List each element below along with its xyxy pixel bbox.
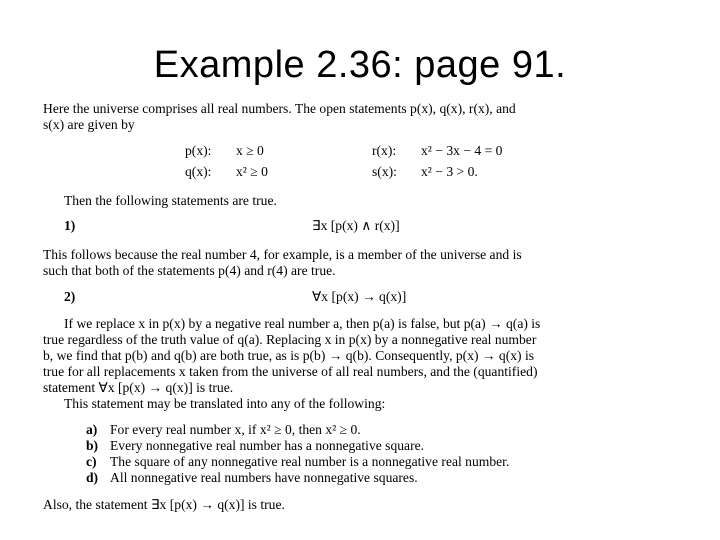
intro-line-2: s(x) are given by (43, 117, 135, 132)
replace-line-4: true for all replacements x taken from the universe of all real numbers, and the (quantified) (43, 364, 538, 379)
translation-label: b) (86, 438, 99, 453)
translation-text: All nonnegative real numbers have nonnegative squares. (110, 470, 418, 485)
translation-label: c) (86, 454, 97, 469)
intro-line-1: Here the universe comprises all real numbers. The open statements p(x), q(x), r(x), and (43, 101, 516, 116)
def-s-label: s(x): (372, 164, 397, 179)
statement-2-number: 2) (64, 289, 76, 304)
follows-line-1: This follows because the real number 4, for example, is a member of the universe and is (43, 247, 522, 262)
statement-2-expr: ∀x [p(x) → q(x)] (312, 289, 407, 304)
replace-line-6: This statement may be translated into any of the following: (64, 396, 386, 411)
statement-1-number: 1) (64, 218, 76, 233)
slide-title: Example 2.36: page 91. (153, 44, 567, 86)
translation-text: The square of any nonnegative real number is a nonnegative real number. (110, 454, 510, 469)
def-q-label: q(x): (185, 164, 212, 179)
translation-label: d) (86, 470, 99, 485)
replace-line-1: If we replace x in p(x) by a negative real number a, then p(a) is false, but p(a) → q(a) is (64, 316, 541, 331)
def-r-label: r(x): (372, 143, 397, 158)
replace-line-2: true regardless of the truth value of q(a). Replacing x in p(x) by a nonnegative real number (43, 332, 537, 347)
def-p-label: p(x): (185, 143, 212, 158)
then-line: Then the following statements are true. (64, 193, 277, 208)
def-s-expr: x² − 3 > 0. (421, 164, 478, 179)
replace-line-3: b, we find that p(b) and q(b) are both true, as is p(b) → q(b). Consequently, p(x) → q(x) is (43, 348, 535, 363)
follows-line-2: such that both of the statements p(4) and r(4) are true. (43, 263, 336, 278)
def-p-expr: x ≥ 0 (236, 143, 264, 158)
translation-text: For every real number x, if x² ≥ 0, then x² ≥ 0. (110, 422, 361, 437)
also-line: Also, the statement ∃x [p(x) → q(x)] is true. (43, 497, 285, 512)
statement-1-expr: ∃x [p(x) ∧ r(x)] (312, 218, 400, 233)
replace-line-5: statement ∀x [p(x) → q(x)] is true. (43, 380, 234, 395)
def-q-expr: x² ≥ 0 (236, 164, 268, 179)
translation-text: Every nonnegative real number has a nonnegative square. (110, 438, 425, 453)
translation-label: a) (86, 422, 98, 437)
def-r-expr: x² − 3x − 4 = 0 (421, 143, 503, 158)
